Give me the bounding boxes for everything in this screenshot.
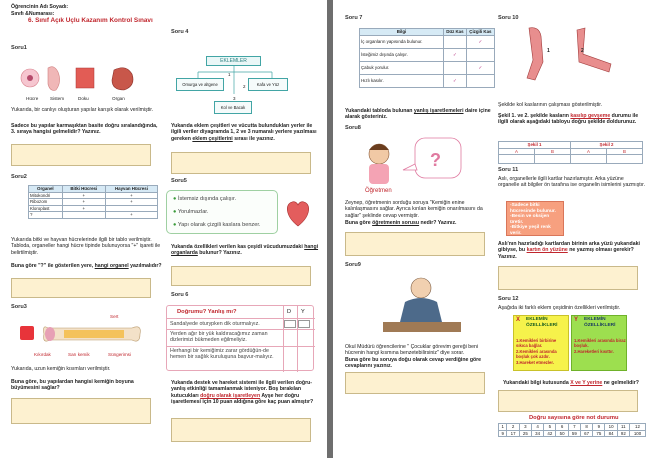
q7-cell: [444, 61, 467, 74]
q3-label: Soru3: [11, 304, 27, 310]
q1-caption-system: Sistem: [50, 96, 65, 101]
q4-root: EKLEMLER: [206, 56, 261, 66]
q10-num1: 1: [547, 48, 550, 54]
score-count-cell: 4: [531, 424, 543, 431]
q12-x-item: 1.Kemikleri birbirine sıkıca bağlar.: [516, 338, 557, 348]
score-note-cell: 34: [531, 430, 543, 437]
q6-row: Herhangi bir kemiğimiz zarar gördüğün-de hemen bir sağlık kuruluşuna başvur-malıyız.: [170, 348, 274, 361]
q1-answer-box[interactable]: [11, 144, 151, 166]
system-image: [48, 67, 60, 91]
principal-suit: [399, 298, 443, 326]
q7-question: [345, 108, 495, 121]
q11-card: [506, 201, 564, 236]
q2-cell: [62, 212, 105, 219]
q2-question-end: yazılmalıdır?: [130, 263, 162, 269]
q12-question: [503, 380, 650, 386]
q2-cell: Ribozom: [29, 199, 63, 206]
q2-answer-box[interactable]: [11, 278, 151, 298]
q2-cell: +: [62, 192, 105, 199]
q6-row: Sandalyede oturурken dik oturmalıyız.: [170, 321, 260, 327]
q7-q-end: daire içine alarak gösteriniz.: [345, 108, 491, 121]
q6-head: Doğrumu? Yanlış mı?: [177, 309, 237, 315]
class-number-line: Sınıfı &Numarası:: [11, 11, 55, 17]
q3-question: Buna göre, bu yapılardan hangisi kemiğin boyuna büyümesini sağlar?: [11, 379, 134, 392]
q9-principal-image: [377, 272, 467, 336]
q2-cell: ?: [29, 212, 63, 219]
q7-label: Soru 7: [345, 15, 363, 21]
q7-header: Düz Kas: [444, 29, 467, 36]
q12-x-mark: X: [516, 317, 521, 323]
q7-cell: [466, 48, 494, 61]
q4-node-head: Kafa ve Yüz: [248, 78, 288, 91]
q9-text: Okul Müdürü öğrencilerine " Çocuklar görevim gereği beni hücrenin hangi kısmına benzetebilirsiniz" diye sorar.: [345, 344, 479, 357]
q10-text: Şekilde kol kaslarının çalışması gösterilmiştir.: [498, 102, 603, 108]
q7-cell: ✓: [466, 35, 494, 48]
q4-num2: 2: [243, 84, 246, 89]
q5-item: [173, 209, 208, 215]
q6-q-emph: doğru olarak işaretleyen: [200, 392, 261, 399]
cell-nucleus: [27, 75, 33, 81]
score-note-cell: 9: [499, 430, 507, 437]
q4-q-start: Yukarıda eklem çeşitleri ve vücutta bulundukları yerler ile ilgili veriler diyagramda 1, 2 ve 3 numaralı yerlere yazılması gereken: [171, 123, 317, 142]
q11-answer-box[interactable]: [498, 266, 638, 290]
bullet-icon: ●: [173, 209, 177, 215]
score-note-cell: 92: [617, 430, 629, 437]
q2-header: Organel: [29, 186, 63, 193]
q2-cell: Kloroplast: [29, 205, 63, 212]
score-note-cell: 84: [605, 430, 617, 437]
q10-col: A: [570, 148, 606, 155]
q2-cell: +: [62, 199, 105, 206]
q11-card-line: -Sadece bitki: [510, 203, 540, 208]
q8-teacher-caption: Öğretmen: [365, 188, 392, 194]
q4-q-end: sırası ile yazınız.: [234, 135, 275, 142]
score-note-cell: 25: [519, 430, 531, 437]
q7-q-emph: yanlış işaretlemeleri: [413, 108, 464, 114]
q6-answer-box[interactable]: [171, 418, 311, 442]
bullet-icon: ●: [173, 222, 177, 228]
q1-question: Sadece bu yapılar karmaşıktan basite doğru sıralandığında, 3. sıraya hangisi gelmelidir? Yazınız.: [11, 123, 158, 136]
exam-title: 6. Sınıf Açık Uçlu Kazanım Kontrol Sınavı: [28, 17, 153, 24]
q2-header: Bitki Hücresi: [62, 186, 105, 193]
q2-cell: +: [105, 192, 157, 199]
organ-image: [112, 68, 133, 90]
q8-q-emph: öğretmenin sorusu: [372, 220, 420, 226]
q3-answer-box[interactable]: [11, 398, 151, 424]
q2-question-emph: hangi organel: [94, 263, 129, 269]
q2-cell: Mitokondri: [29, 192, 63, 199]
score-note-cell: 59: [568, 430, 580, 437]
q9-label: Soru9: [345, 262, 361, 268]
teacher-hair: [369, 144, 389, 150]
q12-answer-box[interactable]: [498, 390, 638, 412]
q9-answer-box[interactable]: [345, 372, 485, 394]
q2-cell: +: [105, 212, 157, 219]
q11-card-line: verir.: [510, 231, 522, 236]
q10-table: [498, 141, 643, 164]
q2-cell: +: [62, 205, 105, 212]
q12-q-end: ne gelmelidir?: [603, 380, 639, 386]
q7-cell: [466, 74, 494, 87]
score-count-cell: 11: [617, 424, 629, 431]
q3-long-bone-image: [14, 316, 154, 352]
q8-question-mark: ?: [430, 150, 441, 170]
score-table: [498, 423, 646, 437]
q4-num1: 1: [228, 72, 231, 77]
q7-header: Çizgili Kas: [466, 29, 494, 36]
q7-cell: Hızlı kasılır.: [360, 74, 444, 87]
q2-text: Yukarıda bitki ve hayvan hücrelerinde ilgili bir tablo verilmiştir. Tabloda, organeller hangi hücre tipinde bulunuyorsa "+" işareti ile belirtilmiştir.: [11, 237, 161, 256]
q7-muscle-table: [359, 28, 495, 88]
q7-cell: [444, 35, 467, 48]
q2-question-start: Buna göre "?" ile gösterilen yere,: [11, 263, 94, 269]
q4-label: Soru 4: [171, 29, 189, 35]
q8-answer-box[interactable]: [345, 232, 485, 256]
q12-q-emph: X ve Y yerine: [570, 380, 603, 386]
score-count-cell: 2: [507, 424, 519, 431]
score-count-cell: 10: [605, 424, 617, 431]
teacher-body: [369, 164, 389, 184]
score-title: Doğru sayısına göre not durumu: [529, 415, 619, 421]
q3-text: Yukarıda, uzun kemiğin kısımları verilmiştir.: [11, 366, 111, 372]
q5-label: Soru5: [171, 178, 187, 184]
q8-question: [345, 220, 497, 226]
score-note-row: [499, 430, 646, 437]
q10-col: A: [499, 148, 535, 155]
tissue-image: [76, 68, 94, 88]
q11-label: Soru 11: [498, 167, 519, 173]
score-count-cell: 12: [629, 424, 645, 431]
q5-answer-box[interactable]: [171, 266, 311, 286]
q9-question: Buna göre bu soruya doğu olarak cevap verdiğine göre cevaplarını yazınız.: [345, 357, 482, 370]
q5-question: [171, 244, 321, 257]
q5-item-text: Yapı olarak çizgili kaslara benzer.: [177, 222, 261, 228]
q6-q-start: Yukarıda destek ve hareket sistemi ile ilgili verilen doğru-yanlış etkinliği tamamlanmak isteniyor. Boş bırakılan kutucukları: [171, 380, 312, 399]
q10-col: B: [606, 148, 642, 155]
q2-question: [11, 263, 163, 269]
page-right: [333, 0, 650, 458]
q10-q-start: Şekil 1. ve 2. şekilde kasların: [498, 113, 569, 119]
q7-cell: ✓: [466, 61, 494, 74]
q3-caption-cartilage: Kıkırdak: [34, 352, 51, 357]
q5-item-text: Yorulmazlar.: [177, 209, 209, 215]
q2-organelle-table: [28, 185, 158, 219]
q1-caption-organ: Organ: [112, 96, 125, 101]
q10-input-cell[interactable]: [534, 155, 570, 164]
q5-heart-icon: [283, 196, 313, 230]
q5-item: [173, 196, 236, 202]
q4-node-limbs: Kol ve Bacak: [214, 101, 252, 114]
q1-caption-tissue: Doku: [78, 96, 89, 101]
score-count-cell: 9: [593, 424, 605, 431]
q2-header: Hayvan Hücresi: [105, 186, 157, 193]
q12-y-item: 2.Hareketleri kısıttır.: [574, 349, 614, 354]
score-count-cell: 6: [556, 424, 568, 431]
q3-caption-spongy: Süngerimsi: [108, 352, 131, 357]
score-note-cell: 100: [629, 430, 645, 437]
q10-input-cell[interactable]: [606, 155, 642, 164]
q11-card-line: hücresinde bulunur.: [510, 208, 556, 214]
q5-q-start: Yukarıda özellikleri verilen kas çeşidi vücudumuzdaki: [171, 244, 303, 250]
q12-x-box: [513, 315, 569, 371]
q12-y-box: [571, 315, 627, 371]
q8-teacher-image: [359, 136, 479, 196]
q10-label: Soru 10: [498, 15, 519, 21]
student-name-line: Öğrencinin Adı Soyadı:: [11, 4, 69, 10]
q10-question: [498, 113, 646, 126]
q4-q-emph: eklem çeşitlerini: [192, 135, 233, 142]
q5-item-text: İstemsiz dışında çalışır.: [177, 196, 237, 202]
score-count-cell: 8: [580, 424, 592, 431]
q1-text: Yukarıda, bir canlıyı oluşturan yapılar karışık olarak verilmiştir.: [11, 107, 154, 113]
q10-arm-muscle-image: [523, 24, 615, 84]
q11-q-end: ne yazmış olması gerekir? Yazınız.: [498, 247, 634, 260]
score-count-cell: 7: [568, 424, 580, 431]
score-note-cell: 50: [556, 430, 568, 437]
q5-q-end: bulunur? Yazınız.: [199, 250, 242, 257]
q4-answer-box[interactable]: [171, 152, 311, 174]
q11-text: Aslı, organellerle ilgili kartlar hazırlamıştır. Arka yüzüne organelle ait bilgiler ön tarafına ise organelin isimlerini yazmıştır.: [498, 176, 646, 189]
q7-cell: Çabuk yorulur.: [360, 61, 444, 74]
q6-checkbox[interactable]: [298, 320, 310, 328]
principal-head: [411, 278, 431, 298]
q6-q-end: Ayşe her doğru işaretlemesi için 10 puan aldığına göre kaç puan almıştır?: [171, 392, 314, 406]
q7-q-start: Yukarıdaki tabloda bulunan: [345, 108, 413, 114]
score-note-cell: 17: [507, 430, 519, 437]
yellow-marrow: [64, 330, 124, 338]
q6-true-false-box: [166, 305, 314, 371]
q4-question: [171, 123, 321, 142]
spongy-end: [45, 327, 55, 341]
q8-q-end: nedir? Yazınız.: [420, 220, 457, 226]
q10-q-end: durumu ile ilgili olarak aşağıdaki tabloyu doğru şekilde doldurunuz.: [498, 113, 639, 126]
q10-input-cell[interactable]: [499, 155, 535, 164]
score-count-cell: 1: [499, 424, 507, 431]
q12-intro: Aşağıda iki farklı eklem çeşidinin özellikleri verilmiştir.: [498, 305, 621, 311]
character-icon: [20, 326, 34, 340]
q8-text: Zeynep, öğretmenin sorduğu soruya "Kemiğin enine kalınlaşmasını sağlar. Ayrıca kırılan kemiğin onarılmasını da sağlar" şeklinde cevap vermiştir.: [345, 200, 483, 219]
q3-caption-hard: Sert: [110, 314, 119, 319]
q6-question: [171, 380, 323, 406]
q11-q-emph: kartın ön yüzüne: [526, 247, 568, 254]
q12-x-item: 2.Kemikleri arasında boşluk çok azdır.: [516, 349, 557, 359]
q12-y-item: 1.Kemikleri arasında biraz boşluk.: [574, 338, 626, 348]
q10-h2: Şekil 2: [570, 142, 642, 149]
q12-label: Soru 12: [498, 296, 519, 302]
q2-cell: +: [105, 199, 157, 206]
q10-q-emph: kasılıp gevşeme: [570, 113, 611, 119]
q7-cell: ✓: [444, 48, 467, 61]
q8-q-start: Buna göre: [345, 220, 371, 226]
q4-num3: 3: [233, 96, 236, 101]
q5-q-emph: hangi organlarda: [171, 244, 319, 257]
q5-feature-box: [166, 190, 278, 234]
arm-figure-1: [527, 28, 543, 80]
q5-item: [173, 222, 260, 228]
q4-node-spine: Omurga ve altgene: [176, 78, 224, 91]
q12-y-mark: Y: [574, 317, 579, 323]
q6-y: Y: [301, 309, 305, 315]
q8-label: Soru8: [345, 125, 361, 131]
q11-question: [498, 241, 646, 260]
q11-q-start: Aslı'nın hazırladığı kartlardan birinin arka yüzü yukarıdaki gibiyse, bu: [498, 241, 640, 254]
q7-header: Bilgi: [360, 29, 444, 36]
desk: [383, 322, 461, 332]
score-note-cell: 75: [593, 430, 605, 437]
q1-label: Soru1: [11, 45, 27, 51]
q11-card-line: -Besin ve oksijen: [510, 214, 550, 220]
bullet-icon: ●: [173, 196, 177, 202]
q2-label: Soru2: [11, 174, 27, 180]
q12-q-start: Yukarıdaki bilgi kutusunda: [503, 380, 569, 386]
q10-col: B: [534, 148, 570, 155]
q10-input-cell[interactable]: [570, 155, 606, 164]
score-note-cell: 42: [544, 430, 556, 437]
q1-caption-cell: Hücre: [26, 96, 39, 101]
q7-cell: İç organların yapısında bulunur.: [360, 35, 444, 48]
q6-label: Soru 6: [171, 292, 189, 298]
q12-x-head: EKLEMİN ÖZELLİKLERİ: [526, 317, 558, 329]
q10-num2: 2: [581, 48, 584, 54]
q7-cell: ✓: [444, 74, 467, 87]
q6-d: D: [287, 309, 292, 315]
score-count-cell: 5: [544, 424, 556, 431]
q11-card-line: üretir.: [510, 219, 524, 225]
q11-card-line: -Bitkiye yeşil renk: [510, 225, 551, 231]
score-note-cell: 67: [580, 430, 592, 437]
q12-y-head: EKLEMİN ÖZELLİKLERİ: [584, 317, 616, 329]
q3-caption-yellow: Sarı kemik: [68, 352, 90, 357]
q6-checkbox[interactable]: [284, 320, 296, 328]
score-count-cell: 3: [519, 424, 531, 431]
q6-row: Yerden ağır bir yük kaldıracağımız zaman dizlerimizi bükmeden eğilmeliyiz.: [170, 331, 268, 344]
q10-h1: Şekil 1: [499, 142, 571, 149]
q12-x-item: 3.Hareket etmezler.: [516, 360, 554, 365]
q7-cell: İsteğimiz dışında çalışır.: [360, 48, 444, 61]
